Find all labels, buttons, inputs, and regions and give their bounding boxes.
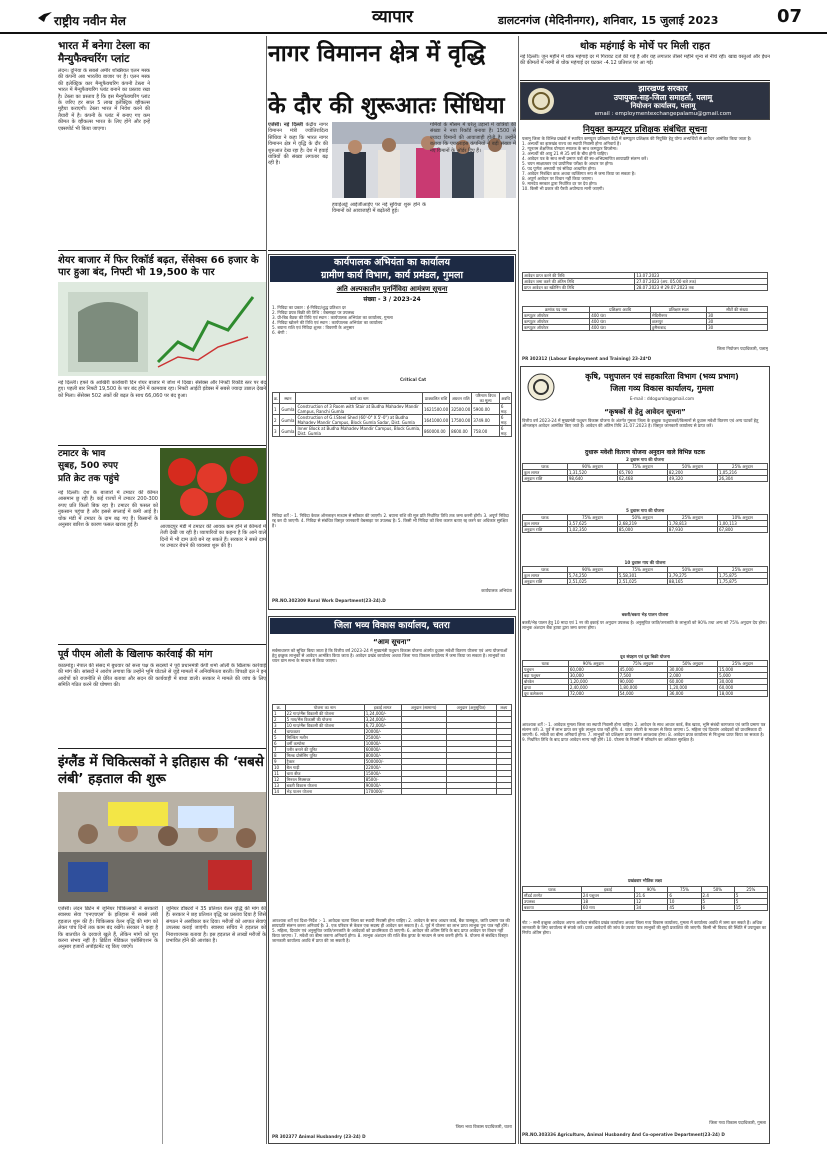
table-cell: 1621500.00 [422, 404, 449, 415]
table-cell: 62,468 [617, 476, 667, 482]
table-cell: अनुदान राशि [523, 527, 568, 533]
tomato-headline: टमाटर के भाव [58, 449, 106, 459]
table-cell: मिनरल मिक्सचर [285, 777, 364, 783]
table-cell: 90,000 [618, 679, 668, 685]
table-cell: 1,80,000 [618, 685, 668, 691]
table-cell: 3749.00 [472, 415, 500, 426]
strike-headline: इंग्लैंड में चिकित्सकों ने इतिहास की ‘सबसे लंबी’ हड़ताल की शुरू [58, 754, 264, 787]
dairy-signatory: जिला भव्य विकास पदाधिकारी, चतरा [455, 1124, 512, 1129]
table-row [523, 691, 768, 697]
tender-info-block: 1. निविदा का प्रकार : ई-निविदा/शुद्ध प्रतिशत दर 2. निविदा प्रपत्र बिक्री की तिथि : वेबसाइट पर उपलब्ध 3. प्री-बिड बैठक की तिथि एवं स्थान : कार्यपालक अभियंता का कार्यालय, गुमला 4. निविदा खोलने की तिथि एवं स्थान : कार्यपालक अभियंता का कार्यालय 5. बयाना राशि एवं निविदा शुल्क : विवरणी के अनुसार 6. श्रेणी : [272, 305, 393, 335]
dairy-ad-subtitle: “आम सूचना” [373, 638, 411, 646]
table-cell: दूध कलेक्शन [523, 691, 569, 697]
tomato-body-2: आजादपुर मंडी में टमाटर की आवक कम होने से कीमतों में तेजी देखी जा रही है। व्यापारियों का कहना है कि आने वाले दिनों में भी दाम ऊंचे बने रह सकते हैं। सरकार ने सस्ते दाम पर टमाटर बेचने की व्यवस्था शुरू की है। [160, 524, 266, 550]
table-cell: Construction of G.I.Steel Shed (60'-0" X 5'-0") at Budha Mahadev Mandir Campus, Block Gumla Sadar, Dist. Gumla [296, 415, 423, 426]
table-cell: 2,68,219 [617, 521, 667, 527]
table-cell: 6 माह [499, 415, 511, 426]
table-cell: 30,000 [668, 667, 718, 673]
table-cell: 82,200 [667, 470, 717, 476]
table-cell: 98,640 [567, 476, 617, 482]
table-cell: 1 [273, 404, 280, 415]
table-cell: बकरी विकास योजना [285, 783, 364, 789]
table-cell: 3 [273, 426, 280, 437]
table-cell: 2,000 [668, 673, 718, 679]
tesla-body: लंदन। दुनिया के सबसे अमीर शख्सियत एलन मस्क की कंपनी अब भारतीय बाजार पर है। एलन मस्क की इलेक्ट्रिक कार मैन्युफैक्चरिंग कंपनी टेस्ला ने भारत में मैन्युफैक्चरिंग प्लांट बनाने का प्रस्ताव रखा है। टेस्ला का प्रस्ताव है कि इस मैन्युफैक्चरिंग प्लांट के जरिए हर साल 5 लाख इलेक्ट्रिक व्हीकल्स मुहैया कराएगी। टेस्ला भारत में निवेश करने की तैयारी में है। कंपनी के प्लांट में बनाए गए कम कीमत के व्हीकल्स भारत के लिए होंगे और इन्हें एक्सपोर्ट भी किया जाएगा। [58, 68, 150, 132]
target-table: घटक इकाई 90% 75% 50% 25% स्टैंडर्ड टारगेट 24 पशुधन 21.6 6 2.4 5 उपलब्ध 18 12 10 5 5 बकाया 60 गाय 34 45 6 15 [522, 886, 768, 911]
table-cell: 12 [273, 777, 286, 783]
table-cell: 8 [273, 753, 286, 759]
tender-table: क्र. स्थान कार्य का नाम प्राक्कलित राशि अग्रधन राशि परिमाण विपत्र का मूल्य अवधि 1 Gumla Construction of 3 Room with Stair at Budha Mahadev Mandir Campus, Ranchi Gumla 1621500.00 32500.00 5900.00 6 माह 2 Gumla Construction of G.I.Steel Shed (60'-0" X 5'-0") at Budha Mahadev Mandir Campus, Block Gumla Sadar, Dist. Gumla 1641000.00 17500.00 3749.00 6 माह 3 Gumla Inner Block at Budha Mahadev Mandir Campus, Block Gumla, Dist. Gumla 860000.00 8600.00 758.00 6 माह [274, 393, 510, 436]
table-row [273, 426, 512, 437]
tomato-body: नई दिल्ली। देश के बाजारों में टमाटर की कीमत आसमान छू रही है। कई राज्यों में टमाटर 200-300 रुपए प्रति किलो बिक रहा है। टमाटर की फसल को नुकसान पहुंचा है और इससे सप्लाई में कमी आई है। थोक मंडी में टमाटर के दाम बढ़ गए हैं। किसानों के अनुसार बारिश के कारण फसल खराब हुई है। [58, 490, 158, 529]
trainer-notice-body: पलामू जिला के विभिन्न प्रखंडों में स्थापित कम्प्यूटर प्रशिक्षण केंद्रों में कम्प्यूटर प्रशिक्षक की नियुक्ति हेतु योग्य अभ्यर्थियों से आवेदन आमंत्रित किया जाता है। 1. अभ्यर्थी का झारखंड राज्य का स्थायी निवासी होना अनिवार्य है। 2. न्यूनतम शैक्षणिक योग्यता स्नातक के साथ कम्प्यूटर डिप्लोमा। 3. अभ्यर्थी की आयु 21 से 35 वर्ष के बीच होनी चाहिए। 4. आवेदन पत्र के साथ सभी प्रमाण पत्रों की स्व-अभिप्रमाणित छायाप्रति संलग्न करें। 5. चयन साक्षात्कार एवं प्रायोगिक परीक्षा के आधार पर होगा। 6. पद पूर्णतः अस्थायी एवं संविदा आधारित होगा। 7. आवेदन निबंधित डाक अथवा व्यक्तिगत रूप से जमा किया जा सकता है। 8. अपूर्ण आवेदन पर विचार नहीं किया जाएगा। 9. मानदेय सरकार द्वारा निर्धारित दर पर देय होगा। 10. किसी भी प्रकार की पैरवी अयोग्यता मानी जाएगी। [522, 136, 752, 191]
table-cell: कुल लागत [523, 470, 568, 476]
table-cell: 5900.00 [472, 404, 500, 415]
table-cell: ट्रैक्टर [285, 759, 364, 765]
table-cell: 72,000 [568, 691, 618, 697]
dairy-ad-title: जिला भव्य विकास कार्यालय, चतरा [270, 618, 514, 634]
table-cell: 1 [273, 711, 286, 717]
table-cell: 6 [668, 893, 701, 899]
table-cell: Gumla [280, 426, 296, 437]
tomato-subhead: सुबह, 500 रुपए [58, 461, 118, 471]
table-cell: 24 पशुधन [581, 893, 634, 899]
table-cell: 4 [273, 729, 286, 735]
dairy-pr-number: PR 302377 Animal Husbandry (23-24) D [272, 1134, 366, 1139]
table-cell: 80000/- [364, 753, 401, 759]
table-cell [446, 789, 496, 795]
table-cell: 13 [273, 783, 286, 789]
table-cell: 6 [273, 741, 286, 747]
table-cell: 5 गाय/भैंस विकासी की योजना [285, 717, 364, 723]
table-row [273, 404, 512, 415]
section-d-title: बकरी/बकरा भेड़ पालन योजना [621, 612, 669, 617]
table-cell: 45 [668, 905, 701, 911]
section-e-title: दूध संग्रहण एवं दूध बिक्री योजना [620, 654, 670, 659]
table-cell: 2,40,000 [568, 685, 618, 691]
table-cell: 20000/- [364, 729, 401, 735]
table-cell: 7,500 [618, 673, 668, 679]
table-cell: 6 माह [499, 404, 511, 415]
tender-notice-title: अति अल्पकालीन पुनर्निविदा आमंत्रण सूचना [336, 285, 448, 293]
market-headline: शेयर बाजार में फिर रिकॉर्ड बढ़त, सेंसेक्स 66 हजार के पार हुआ बंद, निफ्टी भी 19,500 के पार [58, 255, 259, 278]
table-cell: 758.00 [472, 426, 500, 437]
table-cell: 60,000 [568, 667, 618, 673]
table-cell: 3,24,000/- [364, 717, 401, 723]
last-date-label: आवेदन जमा करने की अंतिम तिथि [523, 279, 635, 285]
table-cell: 49,320 [667, 476, 717, 482]
tender-critical-cat: Critical Cat [400, 377, 427, 382]
table-cell: 5 [701, 899, 734, 905]
table-cell: 3,79,275 [667, 573, 717, 579]
table-cell: 2,51,025 [617, 579, 667, 585]
table-cell: वर्मी कम्पोस्ट [285, 741, 364, 747]
table-cell: 65,760 [617, 470, 667, 476]
agri-dept-title: कृषि, पशुपालन एवं सहकारिता विभाग (भव्य प्रभाग) [585, 372, 739, 381]
employment-email: email : employmentexchangepalamu@gmail.com [594, 111, 732, 117]
table-cell: 45,000 [618, 667, 668, 673]
trainer-pr-number: PR 302312 (Labour Employment and Training) 23-24*D [522, 356, 652, 361]
wpi-headline: थोक महंगाई के मोर्चे पर मिली राहत [580, 41, 710, 52]
stock-chart-photo [58, 282, 266, 376]
table-cell: चाफकटर [285, 729, 364, 735]
table-cell: 17500.00 [450, 415, 472, 426]
date-row-label: आवेदन प्राप्त करने की तिथि [523, 273, 635, 279]
table-cell: 26,304 [717, 476, 767, 482]
table-cell: 2.4 [701, 893, 734, 899]
tender-signatory: कार्यपालक अभियंता [481, 588, 512, 593]
table-row [523, 476, 768, 482]
table-cell: 1,05,216 [717, 470, 767, 476]
dairy-terms: आवश्यक शर्तें एवं दिशा-निर्देश :- 1. आवेदक चतरा जिला का स्थायी निवासी होना चाहिए। 2. आवेदन के साथ आधार कार्ड, बैंक पासबुक, जाति प्रमाण पत्र की छायाप्रति संलग्न करना अनिवार्य है। 3. एक परिवार से केवल एक सदस्य ही आवेदन कर सकता है। 4. पूर्व में योजना का लाभ प्राप्त लाभुक पुनः पात्र नहीं होंगे। 5. महिला, दिव्यांग एवं अनुसूचित जाति/जनजाति के आवेदकों को प्राथमिकता दी जाएगी। 6. आवेदन की अंतिम तिथि के बाद प्राप्त आवेदन पर विचार नहीं किया जाएगा। 7. मवेशी का बीमा कराना अनिवार्य होगा। 8. लाभुक अंशदान की राशि बैंक ड्राफ्ट के माध्यम से जमा करनी होगी। 9. योजना से संबंधित विस्तृत जानकारी कार्यालय अवधि में प्राप्त की जा सकती है। [272, 918, 510, 943]
strike-body-2: जूनियर डॉक्टरों ने 35 प्रतिशत वेतन वृद्धि की मांग की है। सरकार ने छह प्रतिशत वृद्धि का प्रस्ताव दिया है जिसे संगठन ने अस्वीकार कर दिया। मरीजों को आपात सेवाएं उपलब्ध कराई जाएंगी। स्वास्थ्य सचिव ने हड़ताल को निराशाजनक बताया है। इस हड़ताल से लाखों मरीजों के प्रभावित होने की आशंका है। [166, 906, 266, 945]
agri-email: E-mail : ddogumla@gmail.com [629, 396, 695, 401]
table-row [523, 579, 768, 585]
table-cell: 60,000 [668, 679, 718, 685]
agri-emblem-icon [526, 372, 556, 402]
table-cell: 67,800 [717, 527, 767, 533]
oli-body: काठमांडू। नेपाल की संसद में बुधवार को सत्ता पक्ष के सदस्यों ने पूर्व प्रधानमंत्री केपी शर्मा ओली के खिलाफ कार्रवाई की मांग की। सांसदों ने आरोप लगाया कि उन्होंने भूमि घोटाले से जुड़े मामलों में अनियमितता बरती। विपक्षी दल ने इन आरोपों को राजनीति से प्रेरित बताया और सदन की कार्यवाही में बाधा डाली। सरकार ने मामले की जांच के लिए समिति गठित करने की घोषणा की। [58, 663, 266, 689]
table-cell: 500000/- [364, 759, 401, 765]
agri-notice-body: वित्तीय वर्ष 2023-24 में मुख्यमंत्री पशुधन विकास योजना के अंतर्गत गुमला जिला के इच्छुक पशुपालकों/किसानों से दुधारू मवेशी वितरण एवं अन्य घटकों हेतु ऑनलाइन आवेदन आमंत्रित किए जाते हैं। आवेदन की अंतिम तिथि 31.07.2023 है। विस्तृत जानकारी कार्यालय से प्राप्त करें। [522, 418, 759, 428]
section-c-table: घटक 90% अनुदान 75% अनुदान 50% अनुदान 25% अनुदान कुल लागत 5,74,250 5,58,301 3,79,275 1,75,875 अनुदान राशि 2,51,025 2,51,025 88,165 1,75,875 [522, 566, 768, 585]
table-cell: बैल गाड़ी [285, 765, 364, 771]
agri-table-title: दुधारू मवेशी वितरण योजना अनुदान वाले विभिन्न घटक [585, 449, 705, 456]
table-cell: 18,000 [718, 691, 768, 697]
last-date-value: 27.07.2023 (अप. 05.00 बजे तक) [635, 279, 768, 285]
tender-ad-header [270, 256, 514, 282]
table-cell: Construction of 3 Room with Stair at Budha Mahadev Mandir Campus, Ranchi Gumla [296, 404, 423, 415]
table-cell: 5 [273, 735, 286, 741]
section-a-title: 2 दुधारू गाय की योजना [625, 457, 665, 462]
table-row [523, 527, 768, 533]
table-cell: 36,000 [668, 691, 718, 697]
tender-notice-number: संख्या - 3 / 2023-24 [363, 296, 421, 303]
date-row-value: 13.07.2023 [635, 273, 768, 279]
table-cell: 1,20,000 [568, 679, 618, 685]
jharkhand-emblem-icon [526, 86, 556, 116]
agri-office-title: जिला गव्य विकास कार्यालय, गुमला [610, 384, 714, 393]
table-cell: 1,24,000/- [364, 711, 401, 717]
tomato-photo [160, 448, 266, 520]
screening-label: प्राप्त आवेदन का स्क्रीनिंग की तिथि [523, 285, 635, 291]
table-cell: 7 [273, 747, 286, 753]
agri-signatory: जिला गव्य विकास पदाधिकारी, गुमला [709, 1120, 766, 1125]
market-body: नई दिल्ली। हफ्ते के आखिरी कारोबारी दिन शेयर बाजार में जोश में दिखा। सेंसेक्स और निफ्टी रिकॉर्ड स्तर पर बंद हुए। पहली बार निफ्टी 19,500 के पार बंद होने में कामयाब रहा। निफ्टी आईटी इंडेक्स में सबसे ज्यादा उछाल देखने को मिला। सेंसेक्स 502 अंकों की बढ़त के साथ 66,060 पर बंद हुआ। [58, 380, 266, 399]
table-cell: 5 [734, 899, 767, 905]
table-cell: 1,75,875 [717, 573, 767, 579]
table-cell: 860000.00 [422, 426, 449, 437]
protest-photo [58, 792, 266, 902]
trainer-dates-table [522, 272, 768, 291]
table-cell: 22000/- [364, 765, 401, 771]
table-cell: 3 [273, 723, 286, 729]
tender-dept-title: ग्रामीण कार्य विभाग, कार्य प्रमंडल, गुमला [321, 270, 463, 281]
table-row [273, 415, 512, 426]
tesla-headline: भारत में बनेगा टेस्ला का मैन्युफैक्चरिंग प्लांट [58, 40, 150, 65]
table-cell: 1641000.00 [422, 415, 449, 426]
table-cell: 3,57,625 [567, 521, 617, 527]
target-table-title: प्रखंडवार भौतिक लक्ष्य [628, 878, 662, 883]
lead-photo-caption: हवाईअड्डे आईजीआईए पर नई सुविधा शुरू होने के विमानों को आवाजाही में बढ़ोतरी हुई। [332, 202, 426, 215]
agri-terms: आवश्यक शर्तें :- 1. आवेदक गुमला जिला का स्थायी निवासी होना चाहिए। 2. आवेदन के साथ आधार कार्ड, बैंक खाता, भूमि संबंधी कागजात एवं जाति प्रमाण पत्र संलग्न करें। 3. पूर्व में लाभ प्राप्त कर चुके लाभुक पात्र नहीं होंगे। 4. चयन लॉटरी के माध्यम से किया जाएगा। 5. महिला एवं दिव्यांग आवेदकों को प्राथमिकता दी जाएगी। 6. मवेशी का बीमा अनिवार्य होगा। 7. लाभुकों को प्रशिक्षण प्राप्त करना आवश्यक होगा। 8. आवेदन प्रपत्र कार्यालय से निःशुल्क प्राप्त किया जा सकता है। 9. निर्धारित तिथि के बाद प्राप्त आवेदन मान्य नहीं होंगे। 10. योजना के नियमों में परिवर्तन का अधिकार सुरक्षित है। [522, 722, 766, 742]
table-cell: मिल्क प्रोसेसिंग यूनिट [285, 753, 364, 759]
table-cell: 15,000 [718, 667, 768, 673]
section-b-table: घटक 75% अनुदान 50% अनुदान 25% अनुदान 10% अनुदान कुल लागत 3,57,625 2,68,219 1,78,813 1,00,113 अनुदान राशि 1,02,350 85,000 87,930 67,800 [522, 514, 768, 533]
table-row [523, 905, 768, 911]
lead-headline-line2: के दौर की शुरूआतः सिंधिया [268, 93, 505, 119]
table-cell: मिल्किंग मशीन [285, 735, 364, 741]
table-cell: 9 [273, 759, 286, 765]
table-cell: 5 [734, 893, 767, 899]
tender-pr-number: PR.NO.302309 Rural Work Department(23-24).D [272, 598, 386, 603]
trainer-notice-title: नियुक्त कम्प्यूटर प्रशिक्षक संबंधित सूचना [583, 125, 707, 135]
page-number: 07 [777, 6, 803, 27]
table-cell: 54,000 [618, 691, 668, 697]
lead-body-2: गर्मियों के मौसम में घरेलू उड़ानों में यात्रियों की संख्या ने नया रिकॉर्ड बनाया है। 1500 से ज्यादा विमानों की आवाजाही होती है। उन्होंने बताया कि एयरलाइंस कंपनियों ने बड़ी संख्या में नए विमानों के ऑर्डर दिए हैं। [430, 122, 516, 154]
table-cell: 1,78,813 [667, 521, 717, 527]
table-cell: कुल लागत [523, 521, 568, 527]
screening-value: 28.07.2023 से 29.07.2023 तक [635, 285, 768, 291]
table-cell: उपलब्ध [523, 899, 582, 905]
table-cell: 10 गाय/भैंस विकासी की योजना [285, 723, 364, 729]
table-cell: 25000/- [364, 735, 401, 741]
table-cell: स्टैंडर्ड टारगेट [523, 893, 582, 899]
table-cell: 34 [635, 905, 668, 911]
table-cell: 87,930 [667, 527, 717, 533]
table-cell: अनुदान राशि [523, 476, 568, 482]
section-e-table: घटक 90% अनुदान 75% अनुदान 50% अनुदान 25% अनुदान पशुधन 60,000 45,000 30,000 15,000 बड़ा पशुधन 30,000 7,500 2,000 5,000 बोरवेल 1,20,000 90,000 60,000 30,000 ढ़ाचा 2,40,000 1,80,000 1,20,000 60,000 दूध कलेक्शन 72,000 54,000 36,000 18,000 [522, 660, 768, 697]
employment-office-title: नियोजन कार्यालय, पलामू [630, 102, 696, 110]
table-cell: 2 [273, 717, 286, 723]
section-c-title: 10 दुधारू गाय की योजना [624, 560, 666, 565]
dateline: डालटनगंज (मेदिनीनगर), शनिवार, 15 जुलाई 2023 [498, 14, 719, 27]
table-cell: 14 [273, 789, 286, 795]
table-cell [401, 789, 446, 795]
table-cell: 15 [734, 905, 767, 911]
dairy-ad-intro: सर्वसाधारण को सूचित किया जाता है कि वित्तीय वर्ष 2023-24 में मुख्यमंत्री पशुधन विकास योजना अंतर्गत दुधारू मवेशी वितरण योजना एवं अन्य योजनाओं हेतु इच्छुक लाभुकों से आवेदन आमंत्रित किया जाता है। आवेदन प्रखंड कार्यालय अथवा जिला गव्य विकास कार्यालय में जमा किया जा सकता है। लाभुकों का चयन ग्राम सभा के माध्यम से किया जाएगा। [272, 648, 508, 663]
table-cell: 6 [701, 905, 734, 911]
table-cell: 60,000 [718, 685, 768, 691]
lead-headline-line1: नागर विमानन क्षेत्र में वृद्धि [268, 41, 486, 67]
table-cell: 32500.00 [450, 404, 472, 415]
table-cell: 60 गाय [581, 905, 634, 911]
section-d-body: बकरी/भेड़ पालन हेतु 10 मादा एवं 1 नर की इकाई पर अनुदान उपलब्ध है। अनुसूचित जाति/जनजाति के लाभुकों को 90% तथा अन्य को 75% अनुदान देय होगा। लाभुक अंशदान बैंक ड्राफ्ट द्वारा जमा करना होगा। [522, 620, 767, 630]
trainer-signatory: जिला नियोजन पदाधिकारी, पलामू [716, 346, 768, 351]
tender-office-title: कार्यपालक अभियंता का कार्यालय [334, 257, 450, 268]
table-cell: 6 माह [499, 426, 511, 437]
table-cell: 88,165 [667, 579, 717, 585]
table-cell: भेड़ पालन योजना [285, 789, 364, 795]
lead-body-1: एजेंसी। नई दिल्ली केंद्रीय नागर विमानन मंत्री ज्योतिरादित्य सिंधिया ने कहा कि भारत नागर विमानन क्षेत्र में वृद्धि के दौर की शुरुआत देख रहा है। देश में हवाई यात्रियों की संख्या लगातार बढ़ रही है। [268, 122, 328, 167]
table-cell: 8500/- [364, 777, 401, 783]
table-cell: 30,000 [718, 679, 768, 685]
table-cell: 170000/- [364, 789, 401, 795]
agri-notice-title: “कृषकों से हेतु आवेदन सूचना” [604, 408, 686, 416]
agri-footer-notes: नोट :- सभी इच्छुक आवेदक अपना आवेदन संबंधित प्रखंड कार्यालय अथवा जिला गव्य विकास कार्यालय, गुमला में कार्यालय अवधि में जमा कर सकते हैं। अधिक जानकारी के लिए कार्यालय से संपर्क करें। प्राप्त आवेदनों की जांच के उपरांत पात्र लाभुकों की सूची प्रकाशित की जाएगी। किसी भी विवाद की स्थिति में उपायुक्त का निर्णय अंतिम होगा। [522, 920, 767, 935]
tomato-subhead-2: प्रति क्रेट तक पहुंचे [58, 474, 120, 484]
wpi-body: नई दिल्ली। जून महीने में थोक महंगाई दर में गिरावट दर्ज की गई है और यह लगातार तीसरे महीने शून्य से नीचे रही। खाद्य वस्तुओं और ईंधन की कीमतों में नरमी से थोक महंगाई दर घटकर -4.12 प्रतिशत पर आ गई। [520, 54, 770, 67]
table-row [273, 789, 512, 795]
table-cell: 10 [668, 899, 701, 905]
strike-body-1: एजेंसी। लंदन ब्रिटेन में जूनियर चिकित्सकों ने सरकारी स्वास्थ्य सेवा 'एनएचएस' के इतिहास में सबसे लंबी हड़ताल शुरू की है। चिकित्सक वेतन वृद्धि की मांग को लेकर पांच दिनों तक काम बंद रखेंगे। सरकार ने कहा है कि बातचीत के दरवाजे खुले हैं, लेकिन मांगों को पूरा करना संभव नहीं है। ब्रिटिश मेडिकल एसोसिएशन के अनुसार हजारों अपॉइंटमेंट रद्द किए जाएंगे। [58, 906, 158, 951]
table-cell: 12 [635, 899, 668, 905]
table-cell: बड़ा पशुधन [523, 673, 569, 679]
section-a-table: घटक 90% अनुदान 75% अनुदान 50% अनुदान 25% अनुदान कुल लागत 1,31,520 65,760 82,200 1,05,216 अनुदान राशि 98,640 62,468 49,320 26,304 [522, 463, 768, 482]
table-cell: 8600.00 [450, 426, 472, 437]
table-cell: पनीर बनाने की यूनिट [285, 747, 364, 753]
table-cell: 5,58,301 [617, 573, 667, 579]
table-cell: Gumla [280, 404, 296, 415]
table-cell: 1,20,000 [668, 685, 718, 691]
section-b-title: 5 दुधारू गाय की योजना [625, 508, 665, 513]
table-cell: 10 [273, 765, 286, 771]
dc-office-title: उपायुक्त-सह-जिला समाहर्ता, पलामू [613, 93, 713, 102]
table-cell: 2 [273, 415, 280, 426]
table-cell: 2,51,025 [567, 579, 617, 585]
oli-headline: पूर्व पीएम ओली के खिलाफ कार्रवाई की मांग [58, 649, 213, 660]
table-cell: चारा बीज [285, 771, 364, 777]
table-cell: 11 [273, 771, 286, 777]
section-title: व्यापार [372, 7, 414, 27]
table-cell: 22 गाय/भैंस विकासी की योजना [285, 711, 364, 717]
table-cell: Gumla [280, 415, 296, 426]
table-cell: 15000/- [364, 771, 401, 777]
table-cell: 85,000 [617, 527, 667, 533]
table-cell: बोरवेल [523, 679, 569, 685]
table-cell: कुल लागत [523, 573, 568, 579]
trainer-posts-table: क्रमांक पद नाम प्रशिक्षण अवधि प्रशिक्षण स्थल सीटों की संख्या कम्प्यूटर ऑपरेटर 400 घंटा मेदिनीनगर 30 कम्प्यूटर ऑपरेटर 400 घंटा छतरपुर 30 कम्प्यूटर ऑपरेटर 400 घंटा हुसैनाबाद 30 [522, 306, 768, 331]
table-cell: पशुधन [523, 667, 569, 673]
table-cell: 10000/- [364, 741, 401, 747]
table-cell [496, 789, 511, 795]
paper-name: राष्ट्रीय नवीन मेल [54, 14, 126, 28]
bird-logo-icon [38, 12, 52, 22]
dairy-table: क्र. योजना का नाम इकाई लागत अनुदान (सामान्य) अनुदान (अनुसूचित) लक्ष्य 1 22 गाय/भैंस विकासी की योजना 1,24,000/- 2 5 गाय/भैंस विकासी की योजना 3,24,000/- 3 10 गाय/भैंस विकासी की योजना 6,72,000/- 4 चाफकटर 20000/- 5 मिल्किंग मशीन 25000/- 6 वर्मी कम्पोस्ट 10000/- 7 पनीर बनाने की यूनिट 60000/- 8 मिल्क प्रोसेसिंग यूनिट 80000/- 9 ट्रैक्टर 500000/- 10 बैल गाड़ी 22000/- 11 चारा बीज 15000/- 12 मिनरल मिक्सचर 8500/- 13 बकरी विकास योजना 90000/- 14 भेड़ पालन योजना 170000/- [272, 704, 512, 795]
table-cell: 6,72,000/- [364, 723, 401, 729]
agri-pr-number: PR.NO.303336 Agriculture, Animal Husbandry And Co-operative Department(23-24) D [522, 1132, 725, 1137]
table-cell: Inner Block at Budha Mahadev Mandir Campus, Block Gumla, Dist. Gumla [296, 426, 423, 437]
jharkhand-title: झारखण्ड सरकार [638, 84, 688, 93]
tender-terms: निविदा शर्तें :- 1. निविदा केवल ऑनलाइन माध्यम से स्वीकार की जाएगी। 2. बयाना राशि की मूल प्रति निर्धारित तिथि तक जमा करनी होगी। 3. अपूर्ण निविदा रद्द कर दी जाएगी। 4. निविदा से संबंधित विस्तृत जानकारी वेबसाइट पर उपलब्ध है। 5. किसी भी निविदा को बिना कारण बताए रद्द करने का अधिकार सुरक्षित है। [272, 513, 509, 528]
table-cell: 1,31,520 [567, 470, 617, 476]
table-cell: 5,000 [718, 673, 768, 679]
table-cell: 30,000 [568, 673, 618, 679]
table-cell: ढ़ाचा [523, 685, 569, 691]
table-cell: 1,75,875 [717, 579, 767, 585]
table-cell: अनुदान राशि [523, 579, 568, 585]
table-cell: 18 [581, 899, 634, 905]
table-cell: 1,00,113 [717, 521, 767, 527]
table-cell: 90000/- [364, 783, 401, 789]
table-cell: बकाया [523, 905, 582, 911]
table-cell: 60000/- [364, 747, 401, 753]
table-cell: 21.6 [635, 893, 668, 899]
lead-dateline-tag: एजेंसी। नई दिल्ली [268, 122, 303, 128]
table-cell: 5,74,250 [567, 573, 617, 579]
table-cell: 1,02,350 [567, 527, 617, 533]
